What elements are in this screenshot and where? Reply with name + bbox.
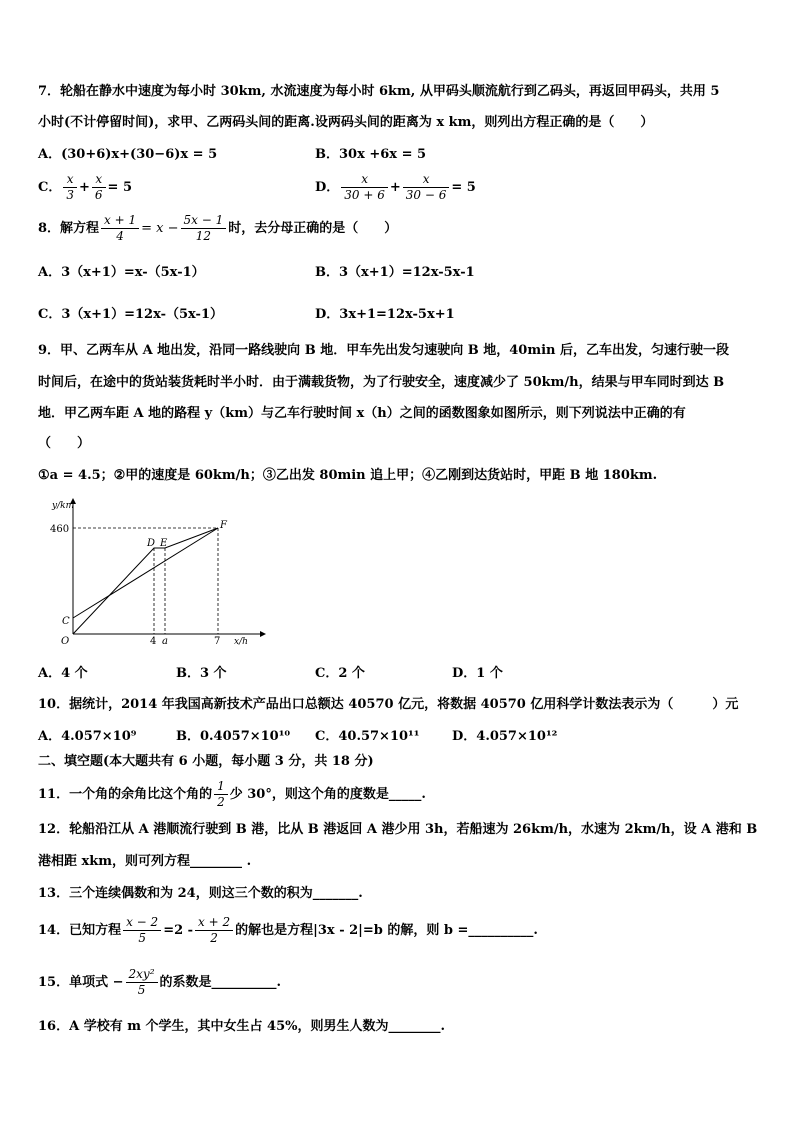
q9-option-b: B．3 个 (176, 666, 227, 681)
q10-option-c: C．40.57×10¹¹ (315, 729, 420, 744)
label-c: C (62, 616, 70, 627)
q8-option-b: B．3（x+1）=12x-5x-1 (315, 265, 475, 280)
q7-c-label: C． (38, 180, 62, 195)
q10-stem: 10．据统计，2014 年我国高新技术产品出口总额达 40570 亿元，将数据 40570 亿用科学计数法表示为（ ）元 (38, 697, 739, 712)
q7-c-frac1: $\frac{x}{3}$ (63, 172, 77, 203)
q14-frac1: $\frac{x - 2}{5}$ (123, 915, 161, 946)
q15-stem: 15．单项式 − $\frac{\text{2xy²}}{5}$ 的系数是__________. (38, 967, 282, 997)
tick-7: 7 (214, 636, 221, 646)
q9-option-c: C．2 个 (315, 666, 365, 681)
q13-stem: 13．三个连续偶数和为 24，则这三个数的积为_______. (38, 886, 363, 901)
q9-option-a: A．4 个 (38, 666, 88, 681)
q7-d-frac1: $\frac{x}{30 + 6}$ (341, 172, 388, 203)
q8-option-c: C．3（x+1）=12x-（5x-1） (38, 307, 223, 322)
tick-a: a (162, 636, 168, 646)
q16-stem: 16．A 学校有 m 个学生，其中女生占 45%，则男生人数为________. (38, 1019, 446, 1034)
q8-option-d: D．3x+1=12x-5x+1 (315, 307, 455, 322)
line-yi (73, 528, 218, 634)
q10-option-b: B．0.4057×10¹⁰ (176, 729, 291, 744)
tick-4: 4 (150, 636, 157, 646)
q8-frac1: $\frac{x + 1}{4}$ (101, 213, 139, 244)
q11-stem: 11．一个角的余角比这个角的 $\frac{1}{2}$ 少 30°，则这个角的度数是_____. (38, 779, 426, 809)
x-axis-label: x/h (234, 637, 248, 646)
q9-line1: 9．甲、乙两车从 A 地出发，沿同一路线驶向 B 地．甲车先出发匀速驶向 B 地，40min 后，乙车出发，匀速行驶一段 (38, 343, 730, 358)
q7-option-d: D． $\frac{x}{30 + 6}$ + $\frac{x}{30 - 6}$ = 5 (315, 172, 476, 202)
y-axis-label: y/km (52, 501, 75, 511)
q12-line2: 港相距 xkm，则可列方程________ . (38, 854, 252, 869)
q9-option-d: D．1 个 (452, 666, 503, 681)
q14-frac2: $\frac{x + 2}{2}$ (195, 915, 233, 946)
q10-option-d: D．4.057×10¹² (452, 729, 558, 744)
q15-frac: $\frac{\text{2xy²}}{5}$ (126, 967, 158, 998)
q7-option-c: C． $\frac{x}{3}$ + $\frac{x}{6}$ = 5 (38, 172, 133, 202)
line-jia (73, 528, 218, 618)
q7-option-b: B．30x +6x = 5 (315, 147, 427, 162)
x-axis-arrow (260, 631, 266, 637)
q9-statements: ①a = 4.5；②甲的速度是 60km/h；③乙出发 80min 追上甲；④乙刚到达货站时，甲距 B 地 180km. (38, 468, 658, 483)
section-2-heading: 二、填空题(本大题共有 6 小题，每小题 3 分，共 18 分) (38, 754, 374, 769)
q7-option-a: A．(30+6)x+(30−6)x = 5 (38, 147, 218, 162)
q7-c-frac2: $\frac{x}{6}$ (92, 172, 106, 203)
q9-line2: 时间后，在途中的货站装货耗时半小时．由于满载货物，为了行驶安全，速度减少了 50km/h，结果与甲车同时到达 B (38, 375, 725, 390)
label-d: D (147, 538, 156, 549)
label-o: O (61, 636, 70, 646)
q7-d-frac2: $\frac{x}{30 - 6}$ (403, 172, 450, 203)
q9-line3: 地．甲乙两车距 A 地的路程 y（km）与乙车行驶时间 x（h）之间的函数图象如图所示，则下列说法中正确的有 (38, 406, 686, 421)
q10-option-a: A．4.057×10⁹ (38, 729, 137, 744)
tick-460: 460 (50, 524, 70, 535)
q7-line2: 小时(不计停留时间)，求甲、乙两码头间的距离.设两码头间的距离为 x km，则列出方程正确的是（ ） (38, 115, 654, 130)
q12-line1: 12．轮船沿江从 A 港顺流行驶到 B 港，比从 B 港返回 A 港少用 3h，若船速为 26km/h，水速为 2km/h，设 A 港和 B (38, 822, 758, 837)
q7-line1: 7．轮船在静水中速度为每小时 30km, 水流速度为每小时 6km, 从甲码头顺流航行到乙码头，再返回甲码头，共用 5 (38, 84, 720, 99)
q9-graph (38, 494, 268, 646)
q11-frac: $\frac{1}{2}$ (214, 779, 228, 810)
label-e: E (160, 538, 168, 549)
q14-stem: 14．已知方程 $\frac{x - 2}{5}$ =2 - $\frac{x + 2}{2}$ 的解也是方程|3x - 2|=b 的解，则 b =__________. (38, 915, 538, 945)
label-f: F (220, 520, 227, 531)
q8-stem: 8．解方程 $\frac{x + 1}{4}$ = x − $\frac{5x - 1}{12}$ 时，去分母正确的是（ ） (38, 213, 398, 243)
q8-frac2: $\frac{5x - 1}{12}$ (181, 213, 227, 244)
q9-line4: （ ） (38, 436, 91, 451)
q8-option-a: A．3（x+1）=x-（5x-1） (38, 265, 205, 280)
